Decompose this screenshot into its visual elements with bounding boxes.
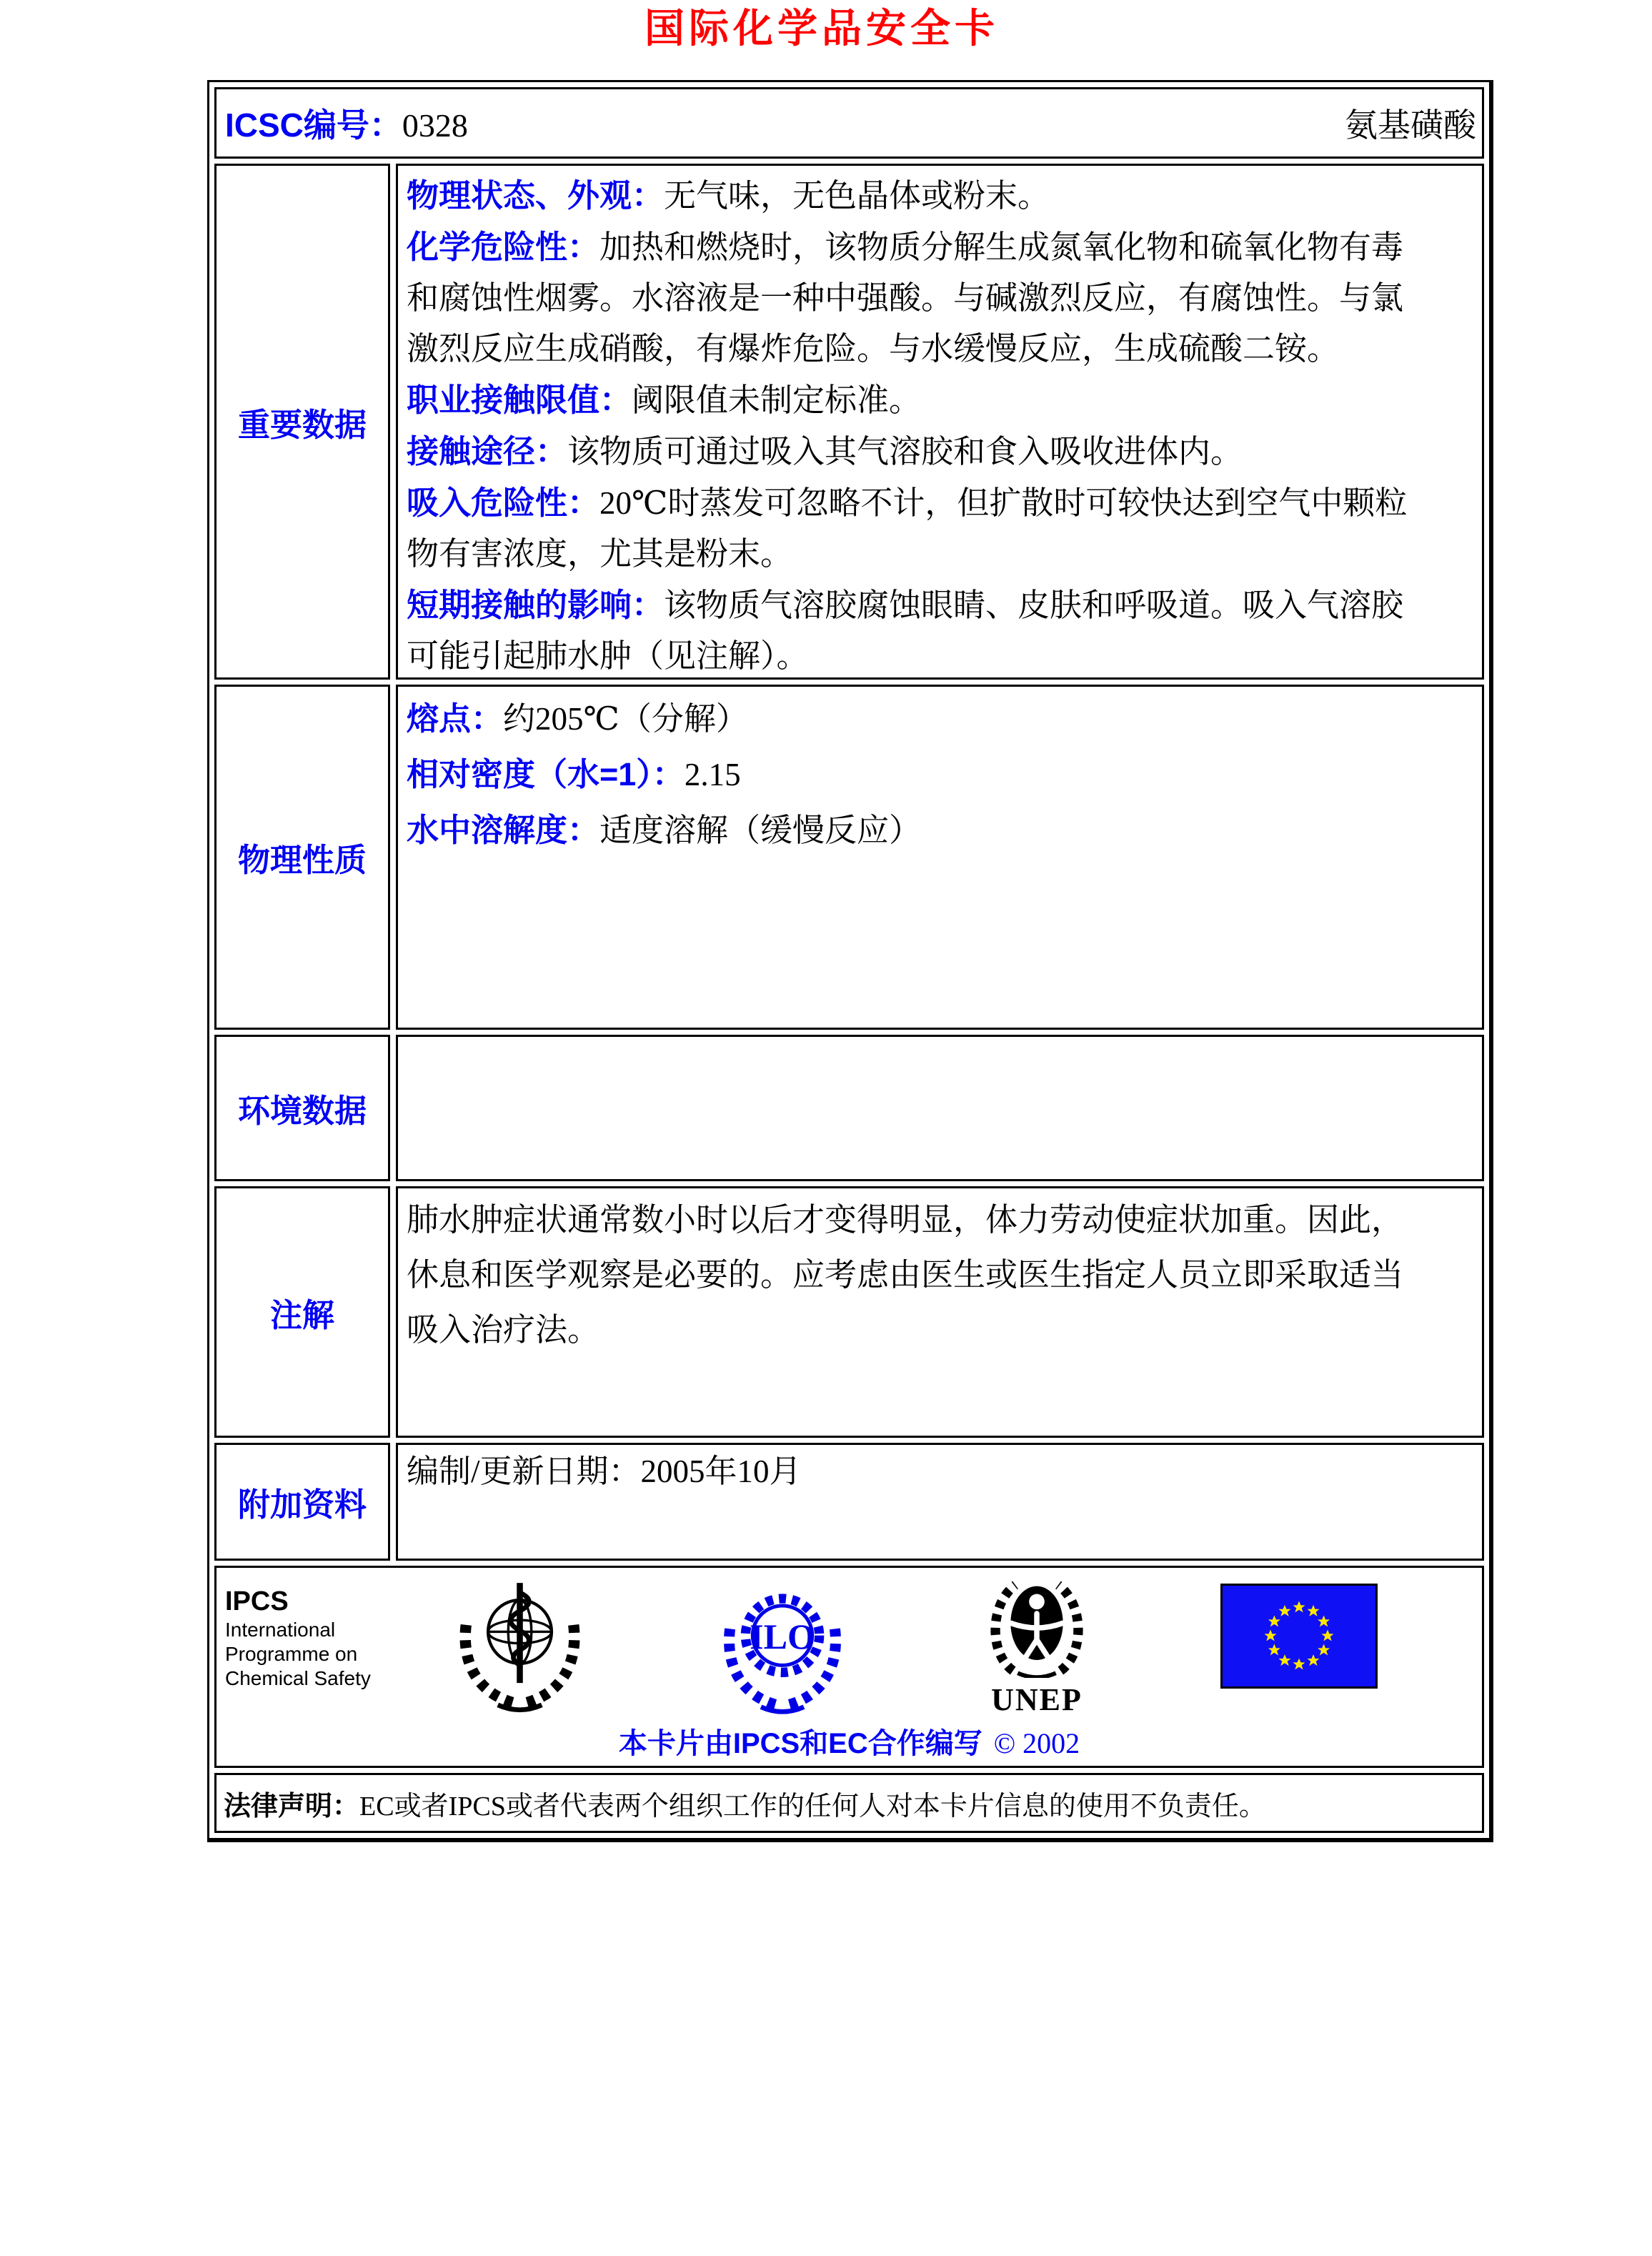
text-line xyxy=(407,1248,1473,1303)
text-line xyxy=(407,1303,1473,1358)
who-logo-icon xyxy=(447,1571,593,1717)
section-physical-properties xyxy=(214,685,1484,1030)
section-label-additional-info: 附加资料 xyxy=(214,1443,390,1561)
field-label: 短期接触的影响： xyxy=(407,587,665,623)
ipcs-title: IPCS xyxy=(225,1586,289,1616)
section-label-important-data: 重要数据 xyxy=(214,164,390,680)
field-text: 阈限值未制定标准。 xyxy=(632,382,922,418)
section-label-notes: 注解 xyxy=(214,1186,390,1438)
eu-flag-icon xyxy=(1220,1584,1378,1689)
credit-line xyxy=(217,1721,1482,1761)
field-label: 接触途径： xyxy=(407,433,568,469)
field-text: 编制/更新日期：2005年10月 xyxy=(407,1454,802,1489)
ipcs-subtitle-line: Programme on xyxy=(225,1643,358,1665)
field-text: 2.15 xyxy=(684,757,741,792)
page-title: 国际化学品安全卡 xyxy=(645,6,999,51)
unep-logo-icon xyxy=(965,1571,1108,1678)
legal-notice-row xyxy=(214,1773,1484,1833)
field-text: 加热和燃烧时，该物质分解生成氮氧化物和硫氧化物有毒 xyxy=(599,229,1404,265)
section-important-data xyxy=(214,164,1484,680)
field-label: 化学危险性： xyxy=(407,229,600,265)
field-text: 吸入治疗法。 xyxy=(407,1312,600,1348)
field-text: 该物质气溶胶腐蚀眼睛、皮肤和呼吸道。吸入气溶胶 xyxy=(664,587,1404,623)
text-line xyxy=(407,273,1473,324)
credit-text: 本卡片由IPCS和EC合作编写 xyxy=(618,1728,982,1759)
field-text: 适度溶解（缓慢反应） xyxy=(599,813,922,848)
text-line xyxy=(407,374,1473,426)
unep-logo-block xyxy=(965,1571,1108,1718)
field-label: 吸入危险性： xyxy=(407,485,600,521)
section-notes xyxy=(214,1186,1484,1438)
field-text: 可能引起肺水肿（见注解）。 xyxy=(407,638,809,674)
text-line xyxy=(407,747,1473,802)
field-label: 熔点： xyxy=(407,700,504,737)
text-line xyxy=(407,170,1473,222)
field-label: 相对密度（水=1）： xyxy=(407,756,685,792)
chemical-name: 氨基磺酸 xyxy=(1345,107,1476,144)
icsc-number-label: ICSC编号： xyxy=(225,106,402,144)
field-label: 物理状态、外观： xyxy=(407,177,665,214)
text-line xyxy=(407,631,1473,680)
text-line xyxy=(407,802,1473,858)
field-text: 和腐蚀性烟雾。水溶液是一种中强酸。与碱激烈反应，有腐蚀性。与氯 xyxy=(407,280,1404,316)
card-header-row xyxy=(214,87,1484,159)
field-text: 肺水肿症状通常数小时以后才变得明显，体力劳动使症状加重。因此， xyxy=(407,1202,1404,1238)
section-content-physical-properties xyxy=(396,685,1484,1030)
text-line xyxy=(407,477,1473,529)
ilo-logo-icon xyxy=(711,1574,854,1716)
field-text: 激烈反应生成硝酸，有爆炸危险。与水缓慢反应，生成硫酸二铵。 xyxy=(407,331,1340,367)
text-line xyxy=(407,580,1473,631)
field-label: 职业接触限值： xyxy=(407,382,632,418)
ipcs-block xyxy=(225,1585,371,1691)
ipcs-subtitle-line: International xyxy=(225,1619,336,1641)
section-environmental-data xyxy=(214,1035,1484,1181)
section-label-physical-properties: 物理性质 xyxy=(214,685,390,1030)
text-line xyxy=(407,529,1473,580)
text-line xyxy=(407,222,1473,273)
field-text: 休息和医学观察是必要的。应考虑由医生或医生指定人员立即采取适当 xyxy=(407,1257,1404,1293)
section-content-additional-info xyxy=(396,1443,1484,1561)
section-content-important-data xyxy=(396,164,1484,680)
field-text: 物有害浓度，尤其是粉末。 xyxy=(407,536,793,572)
copyright-text: © 2002 xyxy=(993,1727,1080,1759)
text-line xyxy=(407,691,1473,747)
section-content-environmental-data xyxy=(396,1035,1484,1181)
card-frame xyxy=(207,80,1493,1842)
ipcs-subtitle-line: Chemical Safety xyxy=(225,1667,371,1689)
svg-text:ILO: ILO xyxy=(750,1616,815,1656)
section-additional-info xyxy=(214,1443,1484,1561)
icsc-number-value: 0328 xyxy=(402,107,468,144)
icsc-number-group xyxy=(225,99,468,146)
field-text: 该物质可通过吸入其气溶胶和食入吸收进体内。 xyxy=(567,434,1243,469)
text-line xyxy=(407,1449,1473,1494)
unep-label: UNEP xyxy=(991,1682,1083,1717)
field-text: 约205℃（分解） xyxy=(503,701,748,737)
legal-notice-label: 法律声明： xyxy=(224,1791,360,1822)
field-label: 水中溶解度： xyxy=(407,812,600,848)
sections-container xyxy=(214,164,1484,1561)
legal-notice-text: EC或者IPCS或者代表两个组织工作的任何人对本卡片信息的使用不负责任。 xyxy=(359,1791,1266,1822)
text-line xyxy=(407,324,1473,374)
field-text: 20℃时蒸发可忽略不计，但扩散时可较快达到空气中颗粒 xyxy=(599,485,1408,521)
field-text: 无气味，无色晶体或粉末。 xyxy=(664,178,1050,214)
text-line xyxy=(407,1193,1473,1248)
section-content-notes xyxy=(396,1186,1484,1438)
section-label-environmental-data: 环境数据 xyxy=(214,1035,390,1181)
text-line xyxy=(407,426,1473,477)
footer-row xyxy=(214,1566,1484,1768)
